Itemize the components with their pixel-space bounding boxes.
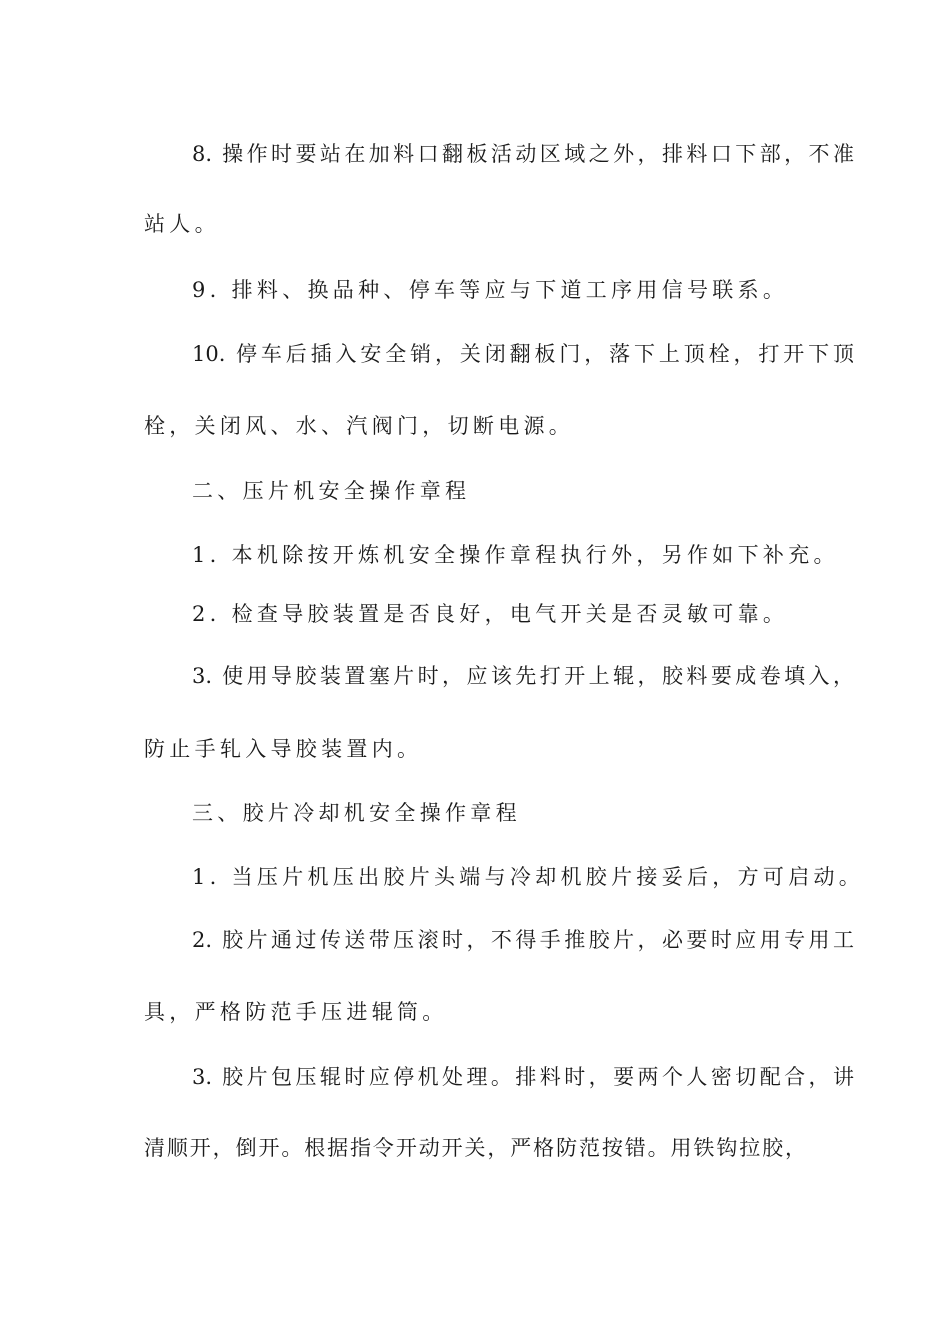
paragraph-line: 2. 检查导胶装置是否良好，电气开关是否灵敏可靠。 xyxy=(192,602,789,626)
paragraph-line: 防止手轧入导胶装置内。 xyxy=(144,737,423,761)
paragraph-line: 3. 胶片包压辊时应停机处理。排料时，要两个人密切配合，讲 xyxy=(192,1065,854,1089)
paragraph-line: 具，严格防范手压进辊筒。 xyxy=(144,1000,448,1024)
paragraph-line: 1. 本机除按开炼机安全操作章程执行外，另作如下补充。 xyxy=(192,543,839,567)
paragraph-line: 10. 停车后插入安全销，关闭翻板门，落下上顶栓，打开下顶 xyxy=(192,342,854,366)
paragraph-line: 1. 当压片机压出胶片头端与冷却机胶片接妥后，方可启动。 xyxy=(192,865,865,889)
section-heading: 三、胶片冷却机安全操作章程 xyxy=(192,801,521,825)
paragraph-line: 9. 排料、换品种、停车等应与下道工序用信号联系。 xyxy=(192,278,789,302)
paragraph-line: 站人。 xyxy=(144,212,220,236)
paragraph-line: 清顺开，倒开。根据指令开动开关，严格防范按错。用铁钩拉胶， xyxy=(144,1136,806,1160)
paragraph-line: 栓，关闭风、水、汽阀门，切断电源。 xyxy=(144,414,575,438)
paragraph-line: 8. 操作时要站在加料口翻板活动区域之外，排料口下部，不准 xyxy=(192,142,854,166)
section-heading: 二、压片机安全操作章程 xyxy=(192,479,471,503)
paragraph-line: 2. 胶片通过传送带压滚时，不得手推胶片，必要时应用专用工 xyxy=(192,928,854,952)
paragraph-line: 3. 使用导胶装置塞片时，应该先打开上辊，胶料要成卷填入， xyxy=(192,664,854,688)
